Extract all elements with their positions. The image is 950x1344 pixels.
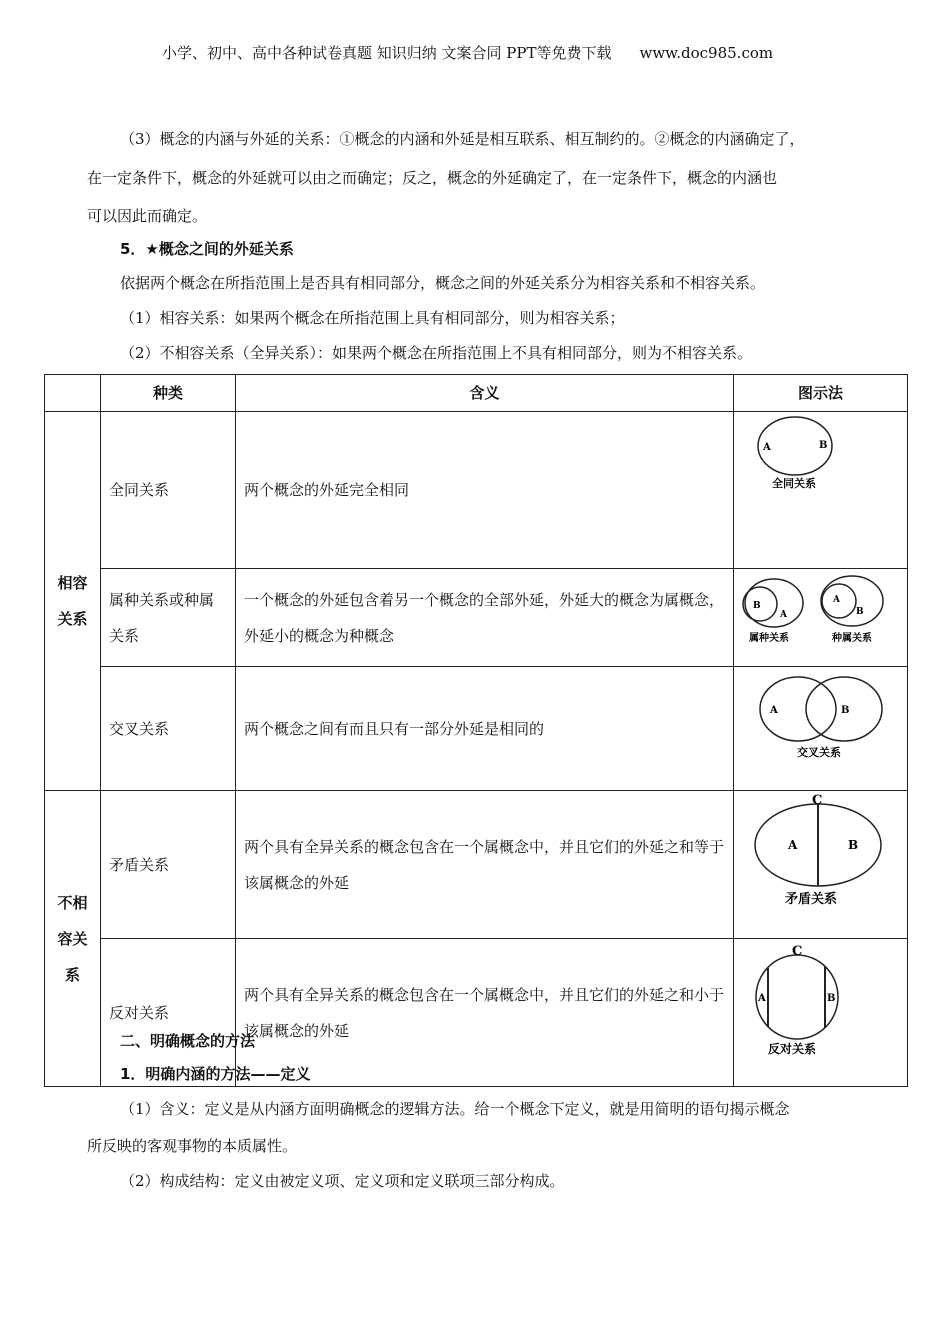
svg-text:B: B xyxy=(847,838,858,852)
kind-cell: 反对关系 xyxy=(101,939,236,1087)
para-line: 可以因此而确定。 xyxy=(87,207,208,225)
para-line: （2）构成结构：定义由被定义项、定义项和定义联项三部分构成。 xyxy=(120,1172,565,1190)
meaning-cell: 一个概念的外延包含着另一个概念的全部外延，外延大的概念为属概念，外延小的概念为种概念 xyxy=(236,569,734,667)
meaning-cell: 两个具有全异关系的概念包含在一个属概念中，并且它们的外延之和小于该属概念的外延 xyxy=(236,939,734,1087)
svg-text:A: A xyxy=(769,705,778,716)
table-row xyxy=(45,791,908,939)
svg-text:A: A xyxy=(762,442,771,453)
svg-text:A: A xyxy=(757,993,766,1004)
section-heading: 二、明确概念的方法 xyxy=(120,1032,256,1050)
diagram-genus-species xyxy=(734,569,908,667)
para-line: 在一定条件下，概念的外延就可以由之而确定；反之，概念的外延确定了，在一定条件下，概念的内涵也 xyxy=(87,169,778,187)
para-line: 依据两个概念在所指范围上是否具有相同部分，概念之间的外延关系分为相容关系和不相容关系。 xyxy=(120,274,766,292)
header-cell xyxy=(45,375,101,412)
para-line: （3）概念的内涵与外延的关系：①概念的内涵和外延是相互联系、相互制约的。②概念的内涵确定了， xyxy=(120,130,805,148)
svg-text:A: A xyxy=(787,838,797,852)
svg-text:属种关系: 属种关系 xyxy=(748,633,789,644)
para-line: （1）相容关系：如果两个概念在所指范围上具有相同部分，则为相容关系； xyxy=(120,309,625,327)
meaning-cell: 两个概念之间有而且只有一部分外延是相同的 xyxy=(236,667,734,791)
meaning-cell: 两个概念的外延完全相同 xyxy=(236,412,734,569)
table-header-row xyxy=(45,375,908,412)
kind-cell: 全同关系 xyxy=(101,412,236,569)
para-line: （1）含义：定义是从内涵方面明确概念的逻辑方法。给一个概念下定义，就是用简明的语句揭示概念 xyxy=(120,1100,790,1118)
diagram-intersection xyxy=(734,667,908,791)
relations-table xyxy=(44,374,908,1087)
header-url[interactable]: www.doc985.com xyxy=(639,44,774,62)
svg-text:全同关系: 全同关系 xyxy=(771,477,816,490)
table-row xyxy=(45,412,908,569)
svg-text:B: B xyxy=(855,607,864,617)
svg-text:A: A xyxy=(832,595,840,605)
header-cell: 图示法 xyxy=(734,375,908,412)
table-row xyxy=(45,569,908,667)
diagram-contrary xyxy=(734,939,908,1087)
svg-text:A: A xyxy=(779,610,787,620)
svg-text:C: C xyxy=(791,944,802,959)
page-header xyxy=(162,42,773,63)
header-text: 小学、初中、高中各种试卷真题 知识归纳 文案合同 PPT等免费下载 xyxy=(162,44,612,62)
header-cell: 种类 xyxy=(101,375,236,412)
para-line: （2）不相容关系（全异关系）：如果两个概念在所指范围上不具有相同部分，则为不相容关系。 xyxy=(120,344,753,362)
diagram-contradictory xyxy=(734,791,908,939)
meaning-cell: 两个具有全异关系的概念包含在一个属概念中，并且它们的外延之和等于该属概念的外延 xyxy=(236,791,734,939)
subsection-heading: 1．明确内涵的方法——定义 xyxy=(120,1065,311,1083)
section-heading: 5．★概念之间的外延关系 xyxy=(120,240,294,258)
svg-text:B: B xyxy=(752,601,761,611)
kind-cell: 属种关系或种属关系 xyxy=(101,569,236,667)
svg-text:矛盾关系: 矛盾关系 xyxy=(784,892,837,907)
svg-text:C: C xyxy=(811,793,822,808)
svg-text:B: B xyxy=(826,993,835,1004)
header-cell: 含义 xyxy=(236,375,734,412)
diagram-identity xyxy=(734,412,908,569)
group-compatible: 相容关系 xyxy=(45,412,101,791)
kind-cell: 交叉关系 xyxy=(101,667,236,791)
svg-text:交叉关系: 交叉关系 xyxy=(796,746,841,759)
svg-text:B: B xyxy=(818,440,827,451)
table-row xyxy=(45,667,908,791)
svg-text:B: B xyxy=(840,705,849,716)
para-line: 所反映的客观事物的本质属性。 xyxy=(87,1137,298,1155)
kind-cell: 矛盾关系 xyxy=(101,791,236,939)
svg-text:种属关系: 种属关系 xyxy=(831,633,872,644)
group-incompatible: 不相容关系 xyxy=(45,791,101,1087)
svg-text:反对关系: 反对关系 xyxy=(767,1042,816,1056)
